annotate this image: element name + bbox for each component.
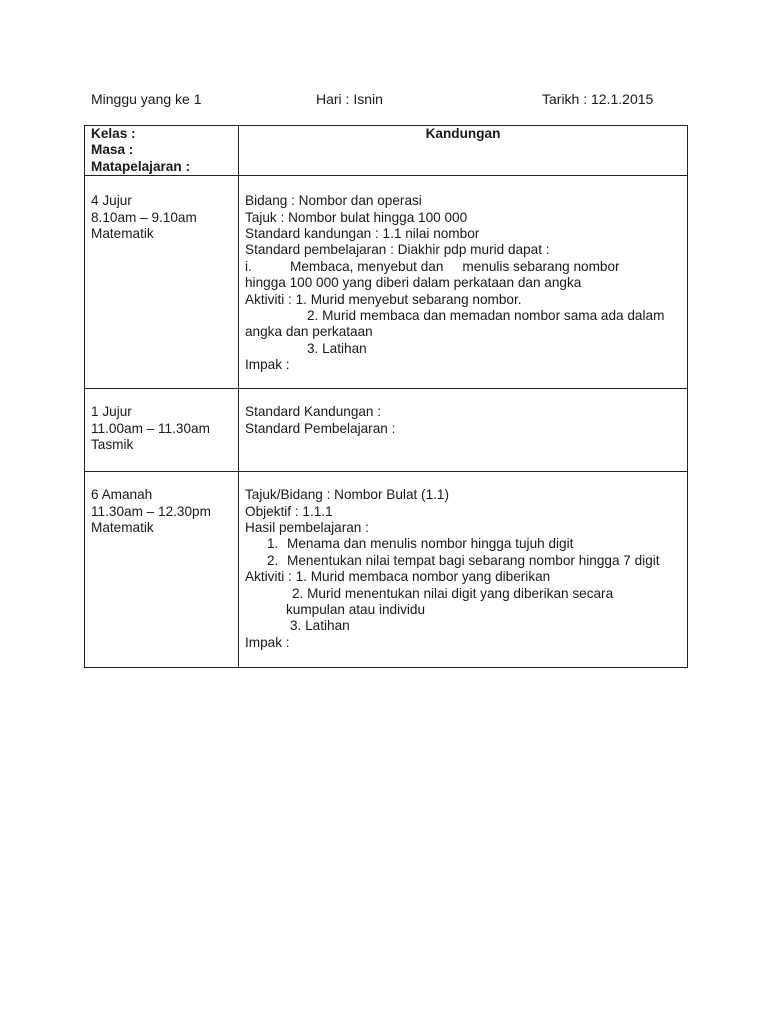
impak-text: Impak : <box>245 357 290 373</box>
kelas-label: Kelas : <box>91 126 136 141</box>
class-name: 1 Jujur <box>91 404 132 420</box>
hasil-pembelajaran-text: Hasil pembelajaran : <box>245 520 369 536</box>
class-subject: Matematik <box>91 226 154 242</box>
standard-pembelajaran-text: Standard Pembelajaran : <box>245 420 396 436</box>
impak-text: Impak : <box>245 634 290 650</box>
objektif-text: Objektif : 1.1.1 <box>245 503 333 519</box>
class-info-cell <box>85 472 239 668</box>
objective-number: i. <box>245 258 252 274</box>
aktiviti-2-continued: angka dan perkataan <box>245 324 373 340</box>
lesson-plan-table <box>84 125 688 668</box>
list-item-text: Menama dan menulis nombor hingga tujuh digit <box>287 536 574 552</box>
tajuk-text: Tajuk/Bidang : Nombor Bulat (1.1) <box>245 487 450 503</box>
list-item-number: 2. <box>267 552 279 568</box>
objective-continued: hingga 100 000 yang diberi dalam perkataan dan angka <box>245 275 582 291</box>
standard-kandungan-text: Standard Kandungan : <box>245 404 382 420</box>
aktiviti-1: Aktiviti : 1. Murid menyebut sebarang nombor. <box>245 291 522 307</box>
matapelajaran-label: Matapelajaran : <box>91 158 190 174</box>
aktiviti-3: 3. Latihan <box>290 618 350 634</box>
standard-kandungan-text: Standard kandungan : 1.1 nilai nombor <box>245 226 480 242</box>
content-cell <box>239 472 688 668</box>
table-row <box>85 176 688 389</box>
bidang-text: Bidang : Nombor dan operasi <box>245 193 422 209</box>
content-cell <box>239 176 688 389</box>
table-header-row <box>85 126 688 176</box>
table-row <box>85 472 688 668</box>
aktiviti-2: 2. Murid menentukan nilai digit yang diberikan secara <box>292 585 614 601</box>
week-label: Minggu yang ke 1 <box>91 91 202 107</box>
header-right-cell <box>239 126 688 176</box>
class-time: 11.30am – 12.30pm <box>91 503 211 519</box>
list-item <box>245 536 681 552</box>
objective-item <box>245 259 681 275</box>
tajuk-text: Tajuk : Nombor bulat hingga 100 000 <box>245 209 468 225</box>
masa-label: Masa : <box>91 142 134 158</box>
class-name: 4 Jujur <box>91 193 132 209</box>
standard-pembelajaran-text: Standard pembelajaran : Diakhir pdp murid dapat : <box>245 242 550 258</box>
aktiviti-1: Aktiviti : 1. Murid membaca nombor yang diberikan <box>245 569 551 585</box>
class-time: 8.10am – 9.10am <box>91 209 197 225</box>
list-item-number: 1. <box>267 536 279 552</box>
table-row <box>85 389 688 472</box>
class-name: 6 Amanah <box>91 487 153 503</box>
class-time: 11.00am – 11.30am <box>91 420 210 436</box>
objective-text-b: menulis sebarang nombor <box>462 258 620 274</box>
aktiviti-3: 3. Latihan <box>307 340 367 356</box>
page-header <box>91 91 671 109</box>
content-cell <box>239 389 688 472</box>
day-label: Hari : Isnin <box>316 91 383 107</box>
class-info-cell <box>85 176 239 389</box>
class-info-cell <box>85 389 239 472</box>
list-item-text: Menentukan nilai tempat bagi sebarang nombor hingga 7 digit <box>287 552 660 568</box>
objective-text-a: Membaca, menyebut dan <box>290 258 444 274</box>
aktiviti-2: 2. Murid membaca dan memadan nombor sama ada dalam <box>307 308 665 324</box>
header-left-cell <box>85 126 239 176</box>
list-item <box>245 553 681 569</box>
date-label: Tarikh : 12.1.2015 <box>542 91 654 107</box>
class-subject: Tasmik <box>91 437 134 453</box>
class-subject: Matematik <box>91 520 154 536</box>
kandungan-title: Kandungan <box>425 126 501 141</box>
aktiviti-2-continued: kumpulan atau individu <box>286 602 426 618</box>
